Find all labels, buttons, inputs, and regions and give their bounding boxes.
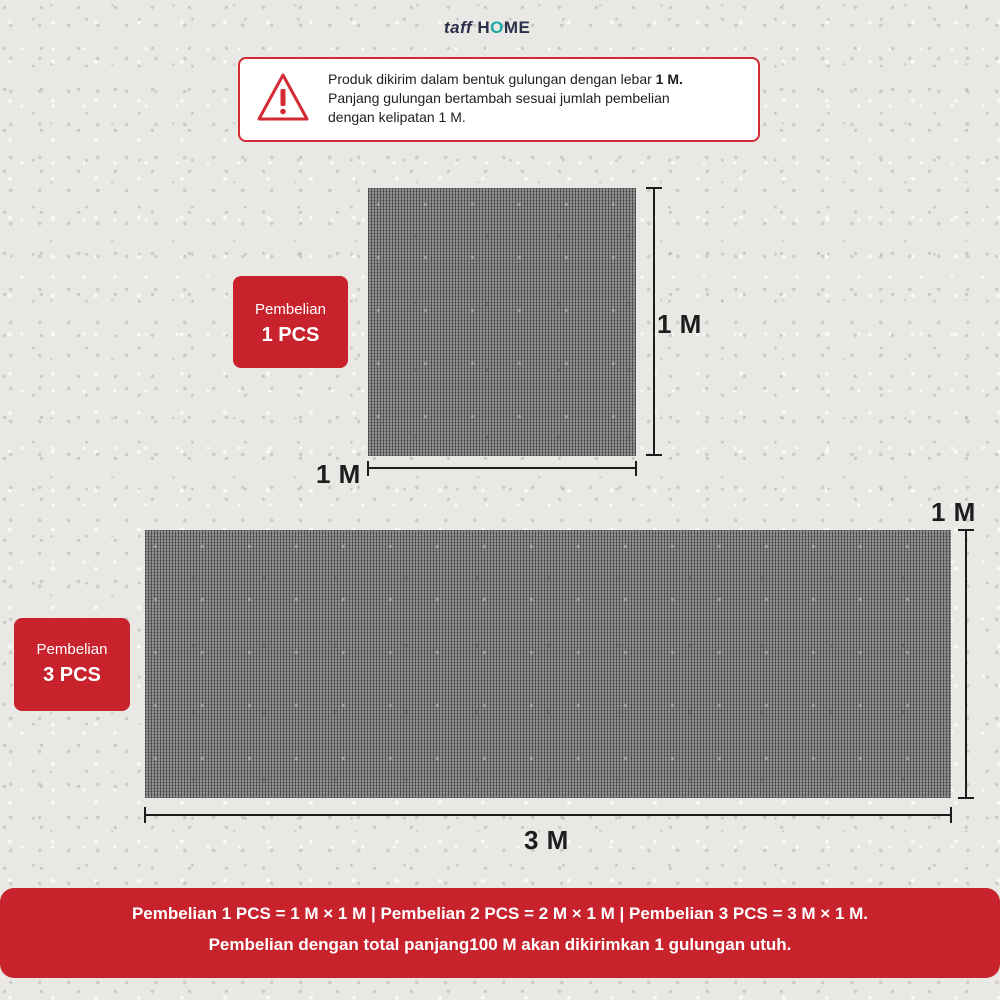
height-line-1-cap-top: [646, 187, 662, 189]
logo-home-rest: ME: [503, 18, 531, 37]
width-label-1: 1 M: [316, 459, 361, 489]
logo-home-text: [477, 18, 530, 37]
warning-triangle-icon: [256, 71, 310, 125]
footer-banner: [0, 888, 1000, 978]
height-line-3-cap-top: [958, 529, 974, 531]
mesh-sample-1m: [368, 188, 636, 456]
notice-line-3: dengan kelipatan 1 M.: [328, 109, 466, 125]
badge-1-pcs-bottom: 1 PCS: [261, 324, 320, 346]
height-line-3-cap-bottom: [958, 797, 974, 799]
badge-1-pcs: [233, 276, 348, 368]
badge-3-pcs-bottom: 3 PCS: [43, 664, 101, 686]
badge-3-pcs: [14, 618, 130, 711]
width-line-3-cap-right: [950, 807, 952, 823]
logo-home-h: H: [477, 18, 491, 37]
height-line-1: [653, 188, 655, 455]
badge-3-pcs-top: Pembelian: [36, 641, 108, 658]
width-line-1: [368, 467, 636, 469]
width-line-3-cap-left: [144, 807, 146, 823]
height-label-1: 1 M: [657, 309, 702, 339]
footer-line-2: Pembelian dengan total panjang100 M akan dikirimkan 1 gulungan utuh.: [208, 935, 792, 954]
width-line-1-cap-right: [635, 461, 637, 476]
height-label-3: 1 M: [931, 497, 976, 527]
notice-box: [238, 57, 760, 142]
notice-line-1: Produk dikirim dalam bentuk gulungan dengan lebar 1 M.: [328, 71, 683, 87]
height-line-1-cap-bottom: [646, 454, 662, 456]
badge-1-pcs-top: Pembelian: [255, 301, 326, 318]
footer-line-1: Pembelian 1 PCS = 1 M × 1 M | Pembelian 2 PCS = 2 M × 1 M | Pembelian 3 PCS = 3 M × 1 M.: [131, 904, 869, 923]
brand-logo: [444, 18, 530, 38]
logo-home-o: O: [490, 18, 504, 37]
notice-text: [328, 70, 748, 127]
width-line-1-cap-left: [367, 461, 369, 476]
notice-line-1-bold: 1 M.: [655, 71, 683, 87]
notice-line-2: Panjang gulungan bertambah sesuai jumlah pembelian: [328, 90, 670, 106]
logo-taff-text: taff: [444, 18, 473, 37]
width-line-3: [145, 814, 951, 816]
height-line-3: [965, 530, 967, 798]
mesh-roll-3m: [145, 530, 951, 798]
width-label-3: 3 M: [524, 825, 569, 855]
